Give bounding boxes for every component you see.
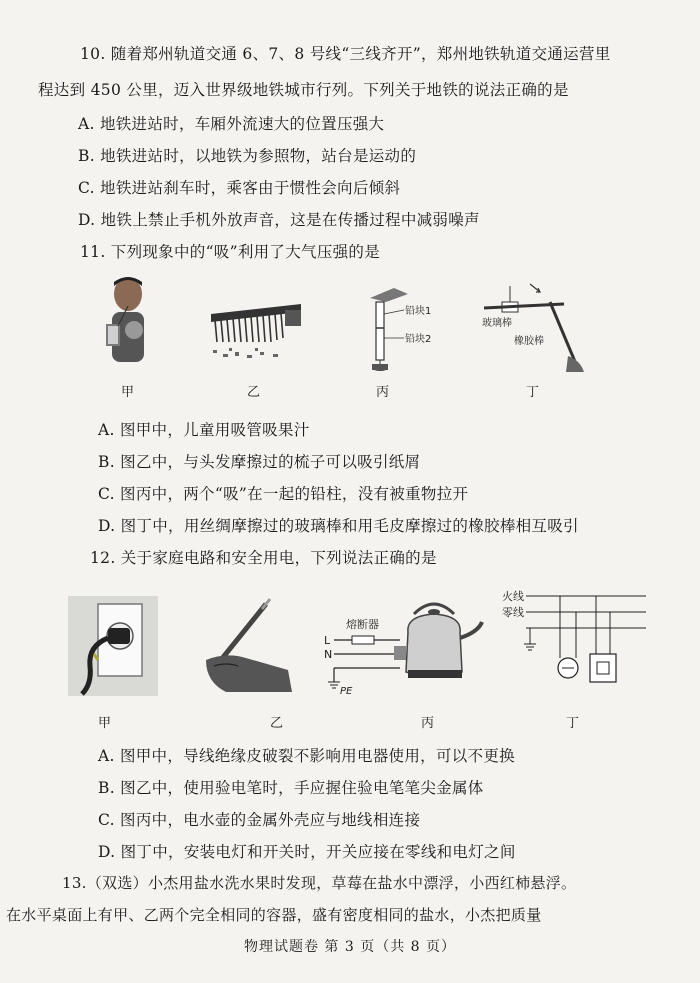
label-L: L bbox=[324, 634, 331, 647]
q12-caption-ding: 丁 bbox=[566, 716, 580, 731]
child-straw-figure bbox=[98, 272, 158, 372]
q12-option-d: D. 图丁中，安装电灯和开关时，开关应接在零线和电灯之间 bbox=[98, 843, 516, 861]
q12-option-b: B. 图乙中，使用验电笔时，手应握住验电笔笔尖金属体 bbox=[98, 779, 484, 797]
q12-stem: 12. 关于家庭电路和安全用电，下列说法正确的是 bbox=[90, 549, 437, 567]
comb-paper-figure bbox=[205, 292, 305, 364]
neutral-wire-label: 零线 bbox=[502, 606, 524, 619]
q12-caption-bing: 丙 bbox=[421, 716, 435, 731]
lead-cylinders-figure bbox=[360, 280, 450, 372]
rods-figure bbox=[480, 276, 600, 376]
q11-stem: 11. 下列现象中的“吸”利用了大气压强的是 bbox=[80, 243, 381, 261]
q11-option-a: A. 图甲中，儿童用吸管吸果汁 bbox=[98, 421, 310, 439]
q11-caption-ding: 丁 bbox=[526, 385, 540, 400]
lead2-label: 铅块2 bbox=[405, 334, 432, 345]
kettle-circuit-figure bbox=[322, 592, 492, 700]
page-footer: 物理试题卷 第 3 页（共 8 页） bbox=[243, 939, 457, 955]
q10-stem-line2: 程达到 450 公里，迈入世界级地铁城市行列。下列关于地铁的说法正确的是 bbox=[38, 81, 569, 99]
q12-caption-jia: 甲 bbox=[98, 716, 112, 731]
pe-label: PE bbox=[340, 686, 353, 697]
tester-pen-figure bbox=[196, 596, 296, 696]
q10-option-c: C. 地铁进站刹车时，乘客由于惯性会向后倾斜 bbox=[78, 179, 401, 197]
q11-caption-jia: 甲 bbox=[121, 385, 135, 400]
q12-option-c: C. 图丙中，电水壶的金属外壳应与地线相连接 bbox=[98, 811, 421, 829]
lead1-label: 铅块1 bbox=[405, 306, 432, 317]
q11-option-d: D. 图丁中，用丝绸摩擦过的玻璃棒和用毛皮摩擦过的橡胶棒相互吸引 bbox=[98, 517, 579, 535]
q13-line2: 在水平桌面上有甲、乙两个完全相同的容器，盛有密度相同的盐水，小杰把质量 bbox=[6, 906, 542, 924]
q10-stem-line1: 10. 随着郑州轨道交通 6、7、8 号线“三线齐开”，郑州地铁轨道交通运营里 bbox=[80, 45, 611, 63]
q10-option-b: B. 地铁进站时，以地铁为参照物，站台是运动的 bbox=[78, 147, 417, 165]
glass-rod-label: 玻璃棒 bbox=[482, 318, 512, 329]
q11-option-c: C. 图丙中，两个“吸”在一起的铅柱，没有被重物拉开 bbox=[98, 485, 469, 503]
socket-figure bbox=[68, 596, 158, 696]
q12-option-a: A. 图甲中，导线绝缘皮破裂不影响用电器使用，可以不更换 bbox=[98, 747, 515, 765]
q12-caption-yi: 乙 bbox=[270, 716, 284, 731]
q11-caption-yi: 乙 bbox=[247, 385, 261, 400]
q11-caption-bing: 丙 bbox=[376, 385, 390, 400]
live-wire-label: 火线 bbox=[502, 590, 524, 603]
q11-option-b: B. 图乙中，与头发摩擦过的梳子可以吸引纸屑 bbox=[98, 453, 421, 471]
fuse-label: 熔断器 bbox=[346, 618, 379, 631]
q10-option-a: A. 地铁进站时，车厢外流速大的位置压强大 bbox=[78, 115, 385, 133]
rubber-rod-label: 橡胶棒 bbox=[514, 336, 544, 347]
wiring-figure bbox=[500, 588, 650, 696]
q10-option-d: D. 地铁上禁止手机外放声音，这是在传播过程中减弱噪声 bbox=[78, 211, 480, 229]
label-N: N bbox=[324, 648, 333, 661]
q13-line1: 13.（双选）小杰用盐水洗水果时发现，草莓在盐水中漂浮，小西红柿悬浮。 bbox=[62, 874, 577, 892]
